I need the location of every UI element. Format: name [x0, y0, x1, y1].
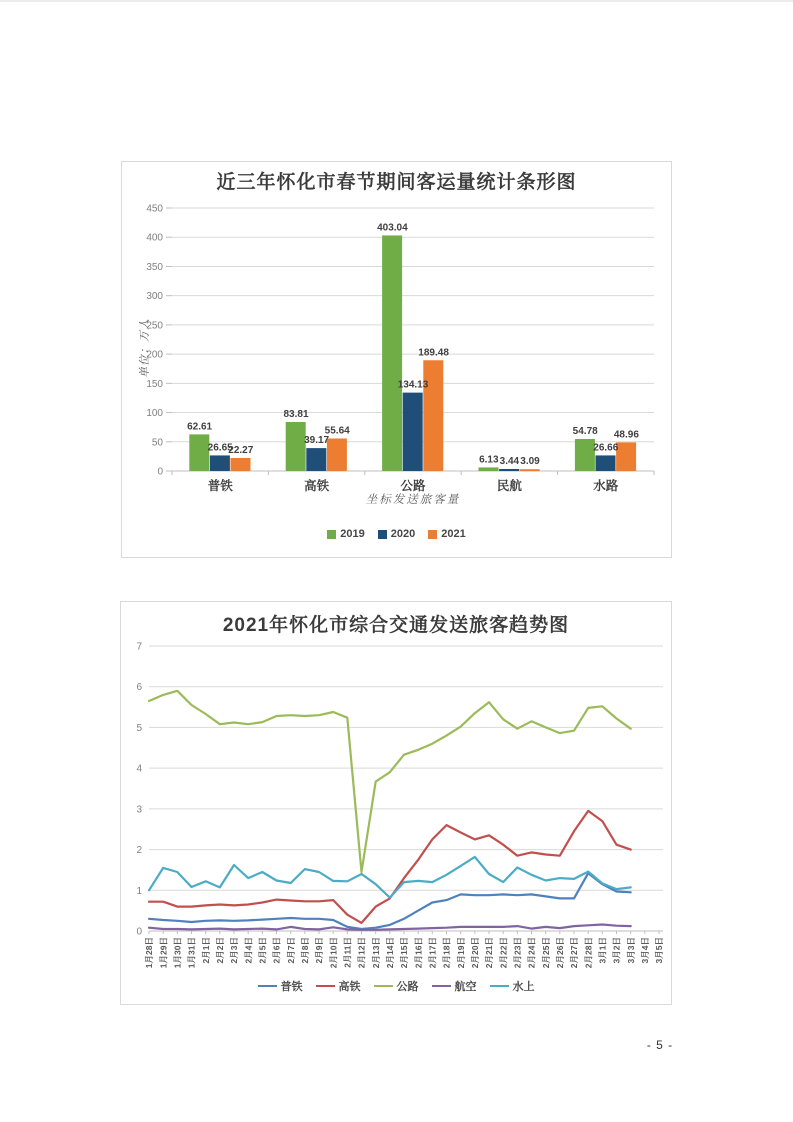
svg-text:26.66: 26.66 — [593, 442, 619, 454]
svg-text:83.81: 83.81 — [283, 409, 309, 421]
svg-text:400: 400 — [146, 232, 163, 244]
svg-text:2月16日: 2月16日 — [413, 937, 424, 969]
svg-text:3: 3 — [136, 804, 142, 816]
legend-swatch-icon — [428, 530, 437, 539]
legend-label: 2020 — [390, 528, 416, 540]
svg-text:3月4日: 3月4日 — [640, 937, 651, 964]
svg-text:55.64: 55.64 — [324, 425, 350, 437]
page-edge-divider — [0, 0, 793, 2]
line-series-公路 — [149, 691, 631, 872]
svg-text:2月9日: 2月9日 — [314, 937, 325, 964]
svg-text:2月13日: 2月13日 — [370, 937, 381, 969]
svg-text:2月12日: 2月12日 — [356, 937, 367, 969]
svg-text:2月10日: 2月10日 — [328, 937, 339, 969]
legend-swatch-icon — [378, 530, 387, 539]
line-chart-plot — [121, 602, 673, 1004]
svg-text:2月18日: 2月18日 — [441, 937, 452, 969]
svg-text:1月31日: 1月31日 — [186, 937, 197, 969]
bar-2021-高铁 — [327, 438, 347, 471]
svg-text:3.44: 3.44 — [499, 455, 520, 467]
line-x-tick-labels — [144, 937, 664, 968]
svg-text:2月3日: 2月3日 — [229, 937, 240, 964]
bar-2019-水路 — [575, 439, 595, 471]
svg-text:2月7日: 2月7日 — [285, 937, 296, 964]
svg-text:1: 1 — [136, 885, 142, 897]
legend-item-2020 — [378, 528, 415, 540]
legend-item-航空 — [432, 978, 477, 994]
bar-chart-legend — [122, 528, 671, 540]
svg-text:0: 0 — [157, 466, 163, 478]
svg-text:250: 250 — [146, 320, 163, 332]
svg-text:39.17: 39.17 — [304, 435, 330, 447]
bar-chart-y-axis-title: 单位：万人 — [139, 318, 151, 378]
legend-label: 水上 — [512, 981, 535, 993]
svg-text:2月19日: 2月19日 — [455, 937, 466, 969]
bar-2019-普铁 — [189, 434, 209, 471]
legend-item-高铁 — [316, 978, 361, 994]
svg-text:3.09: 3.09 — [520, 456, 540, 468]
line-series-水上 — [149, 857, 631, 898]
line-y-tick-labels — [136, 642, 142, 938]
svg-text:403.04: 403.04 — [377, 222, 408, 234]
svg-text:高铁: 高铁 — [304, 479, 330, 493]
svg-text:2月8日: 2月8日 — [300, 937, 311, 964]
bar-2019-公路 — [382, 235, 402, 471]
legend-label: 航空 — [454, 981, 477, 993]
line-series-普铁 — [149, 873, 631, 929]
svg-text:6: 6 — [136, 682, 142, 694]
svg-text:2月27日: 2月27日 — [569, 937, 580, 969]
svg-text:300: 300 — [146, 291, 163, 303]
svg-text:62.61: 62.61 — [187, 421, 213, 433]
svg-text:6.13: 6.13 — [479, 454, 499, 466]
svg-text:5: 5 — [136, 722, 142, 734]
legend-line-swatch-icon — [258, 985, 277, 988]
svg-text:民航: 民航 — [496, 479, 522, 493]
svg-text:1月29日: 1月29日 — [158, 937, 169, 969]
svg-text:2月22日: 2月22日 — [498, 937, 509, 969]
svg-text:2月17日: 2月17日 — [427, 937, 438, 969]
svg-text:134.13: 134.13 — [397, 379, 429, 391]
svg-text:26.65: 26.65 — [207, 442, 233, 454]
svg-text:1月28日: 1月28日 — [144, 937, 155, 969]
svg-text:100: 100 — [146, 408, 163, 420]
svg-text:水路: 水路 — [593, 479, 619, 493]
svg-text:2月15日: 2月15日 — [399, 937, 410, 969]
legend-item-2021 — [428, 528, 465, 540]
svg-text:2月14日: 2月14日 — [385, 937, 396, 969]
bar-2021-民航 — [520, 469, 540, 471]
bar-series-bars — [189, 235, 636, 471]
bar-2021-水路 — [616, 442, 636, 471]
bar-chart-title: 近三年怀化市春节期间客运量统计条形图 — [216, 172, 577, 193]
svg-text:2月21日: 2月21日 — [484, 937, 495, 969]
svg-text:189.48: 189.48 — [418, 347, 449, 359]
legend-label: 普铁 — [280, 981, 303, 993]
legend-line-swatch-icon — [490, 985, 509, 988]
svg-text:48.96: 48.96 — [613, 429, 639, 441]
svg-text:200: 200 — [146, 349, 163, 361]
bar-2019-民航 — [479, 467, 499, 471]
legend-label: 2021 — [441, 528, 466, 540]
bar-2020-公路 — [403, 393, 423, 471]
svg-text:2月2日: 2月2日 — [215, 937, 226, 964]
bar-2021-公路 — [423, 360, 443, 471]
legend-label: 公路 — [396, 981, 419, 993]
svg-text:2月20日: 2月20日 — [470, 937, 481, 969]
bar-2020-水路 — [596, 455, 616, 471]
bar-chart-card — [121, 161, 672, 558]
svg-text:2月11日: 2月11日 — [342, 937, 353, 968]
svg-text:450: 450 — [146, 203, 163, 215]
svg-text:150: 150 — [146, 378, 163, 390]
bar-2021-普铁 — [231, 458, 251, 471]
bar-2020-高铁 — [306, 448, 326, 471]
line-chart-card — [120, 601, 672, 1005]
legend-line-swatch-icon — [432, 985, 451, 988]
svg-text:350: 350 — [146, 261, 163, 273]
line-chart-legend — [121, 978, 671, 994]
legend-item-普铁 — [258, 978, 303, 994]
line-series — [149, 691, 631, 930]
legend-label: 高铁 — [338, 981, 361, 993]
svg-text:普铁: 普铁 — [207, 479, 233, 493]
legend-item-公路 — [374, 978, 419, 994]
svg-text:2月25日: 2月25日 — [540, 937, 551, 969]
svg-text:3月2日: 3月2日 — [611, 937, 622, 964]
svg-text:22.27: 22.27 — [228, 444, 254, 456]
bar-2020-普铁 — [210, 455, 230, 471]
svg-text:2月1日: 2月1日 — [200, 937, 211, 964]
svg-text:2月4日: 2月4日 — [243, 937, 254, 964]
bar-chart-x-axis-title: 坐标发送旅客量 — [365, 494, 461, 506]
svg-text:2月23日: 2月23日 — [512, 937, 523, 969]
svg-text:2月28日: 2月28日 — [583, 937, 594, 969]
svg-text:3月5日: 3月5日 — [654, 937, 665, 964]
svg-text:2月5日: 2月5日 — [257, 937, 268, 964]
svg-text:54.78: 54.78 — [572, 425, 598, 437]
svg-text:2月26日: 2月26日 — [555, 937, 566, 969]
svg-text:4: 4 — [136, 763, 142, 775]
page-number: - 5 - — [646, 1038, 674, 1052]
bar-2020-民航 — [499, 469, 519, 471]
legend-line-swatch-icon — [316, 985, 335, 988]
svg-text:2: 2 — [136, 845, 142, 857]
line-series-高铁 — [149, 811, 631, 923]
svg-text:0: 0 — [136, 926, 142, 938]
svg-text:50: 50 — [151, 437, 163, 449]
svg-text:2月6日: 2月6日 — [271, 937, 282, 964]
legend-swatch-icon — [327, 530, 336, 539]
line-gridlines — [149, 646, 663, 934]
svg-text:3月1日: 3月1日 — [597, 937, 608, 964]
line-chart-title: 2021年怀化市综合交通发送旅客趋势图 — [222, 615, 570, 636]
svg-text:1月30日: 1月30日 — [172, 937, 183, 969]
legend-line-swatch-icon — [374, 985, 393, 988]
legend-item-水上 — [490, 978, 535, 994]
legend-label: 2019 — [340, 528, 365, 540]
svg-text:2月24日: 2月24日 — [526, 937, 537, 969]
bar-2019-高铁 — [286, 422, 306, 471]
svg-text:3月3日: 3月3日 — [625, 937, 636, 964]
svg-text:7: 7 — [136, 641, 142, 653]
svg-text:公路: 公路 — [400, 479, 426, 493]
legend-item-2019 — [327, 528, 364, 540]
